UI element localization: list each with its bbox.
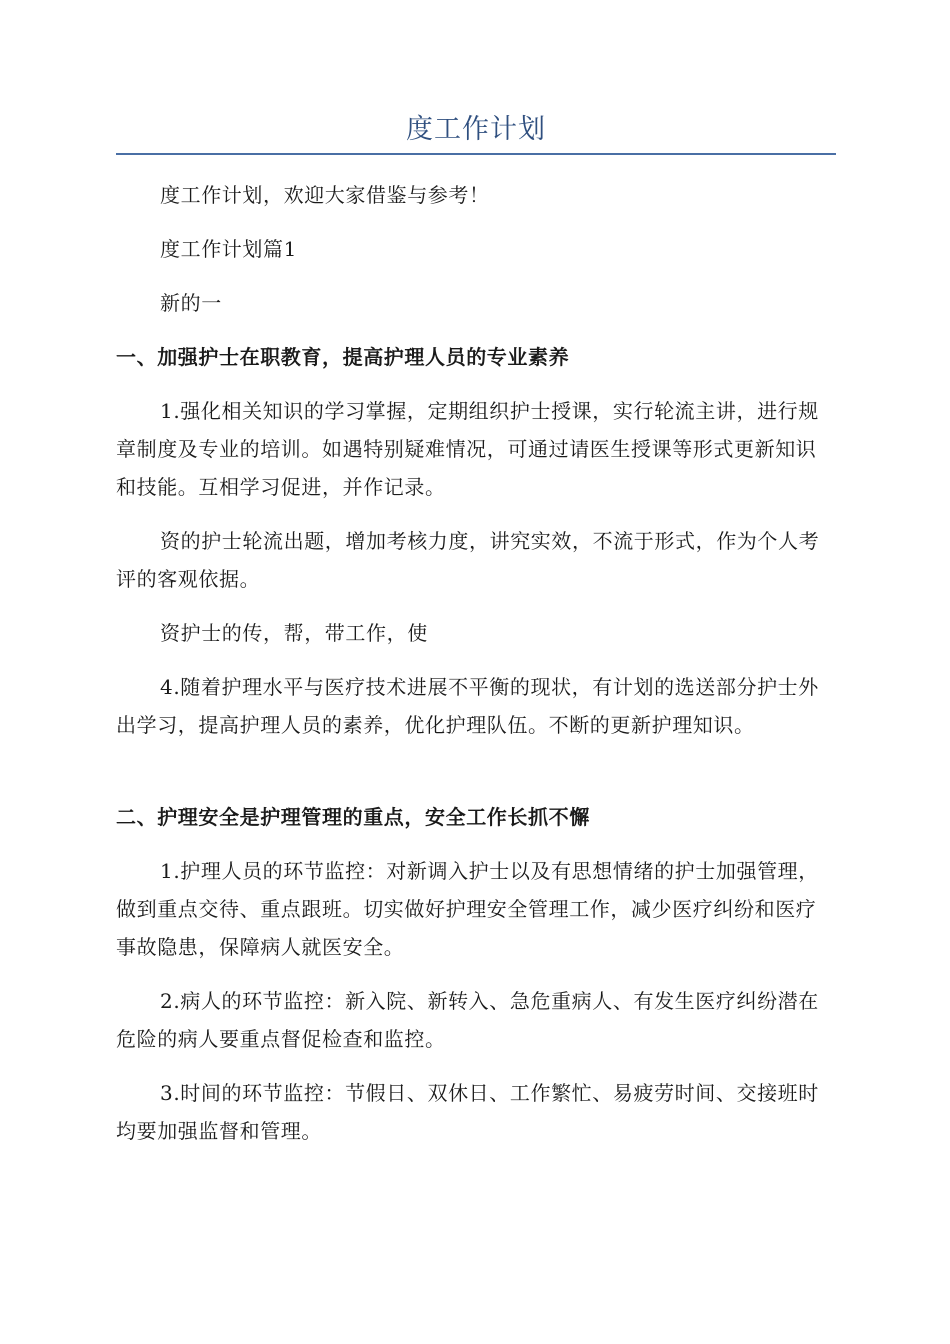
- title-underline: [116, 153, 836, 155]
- section-2-paragraph-1: 1.护理人员的环节监控：对新调入护士以及有思想情绪的护士加强管理，做到重点交待、重点跟班。切实做好护理安全管理工作，减少医疗纠纷和医疗事故隐患，保障病人就医安全。: [116, 859, 819, 959]
- section-2-heading: 二、护理安全是护理管理的重点，安全工作长抓不懈: [116, 805, 590, 829]
- section-1-paragraph-3: 资护士的传，帮，带工作，使: [160, 621, 428, 645]
- section-2-paragraph-3: 3.时间的环节监控：节假日、双休日、工作繁忙、易疲劳时间、交接班时均要加强监督和管理。: [116, 1081, 819, 1143]
- page-title: 度工作计划: [406, 114, 546, 145]
- section-1-heading: 一、加强护士在职教育，提高护理人员的专业素养: [116, 345, 570, 369]
- section-1-paragraph-4: 4.随着护理水平与医疗技术进展不平衡的现状，有计划的选送部分护士外出学习，提高护理人员的素养，优化护理队伍。不断的更新护理知识。: [116, 675, 819, 737]
- section-2-paragraph-2: 2.病人的环节监控：新入院、新转入、急危重病人、有发生医疗纠纷潜在危险的病人要重点督促检查和监控。: [116, 989, 819, 1051]
- intro-paragraph: 度工作计划，欢迎大家借鉴与参考！: [160, 183, 490, 207]
- lead-paragraph: 新的一: [160, 291, 222, 315]
- section-1-paragraph-1: 1.强化相关知识的学习掌握，定期组织护士授课，实行轮流主讲，进行规章制度及专业的培训。如遇特别疑难情况，可通过请医生授课等形式更新知识和技能。互相学习促进，并作记录。: [116, 399, 819, 499]
- subtitle-paragraph: 度工作计划篇1: [160, 237, 297, 261]
- section-1-paragraph-2: 资的护士轮流出题，增加考核力度，讲究实效，不流于形式，作为个人考评的客观依据。: [116, 529, 820, 591]
